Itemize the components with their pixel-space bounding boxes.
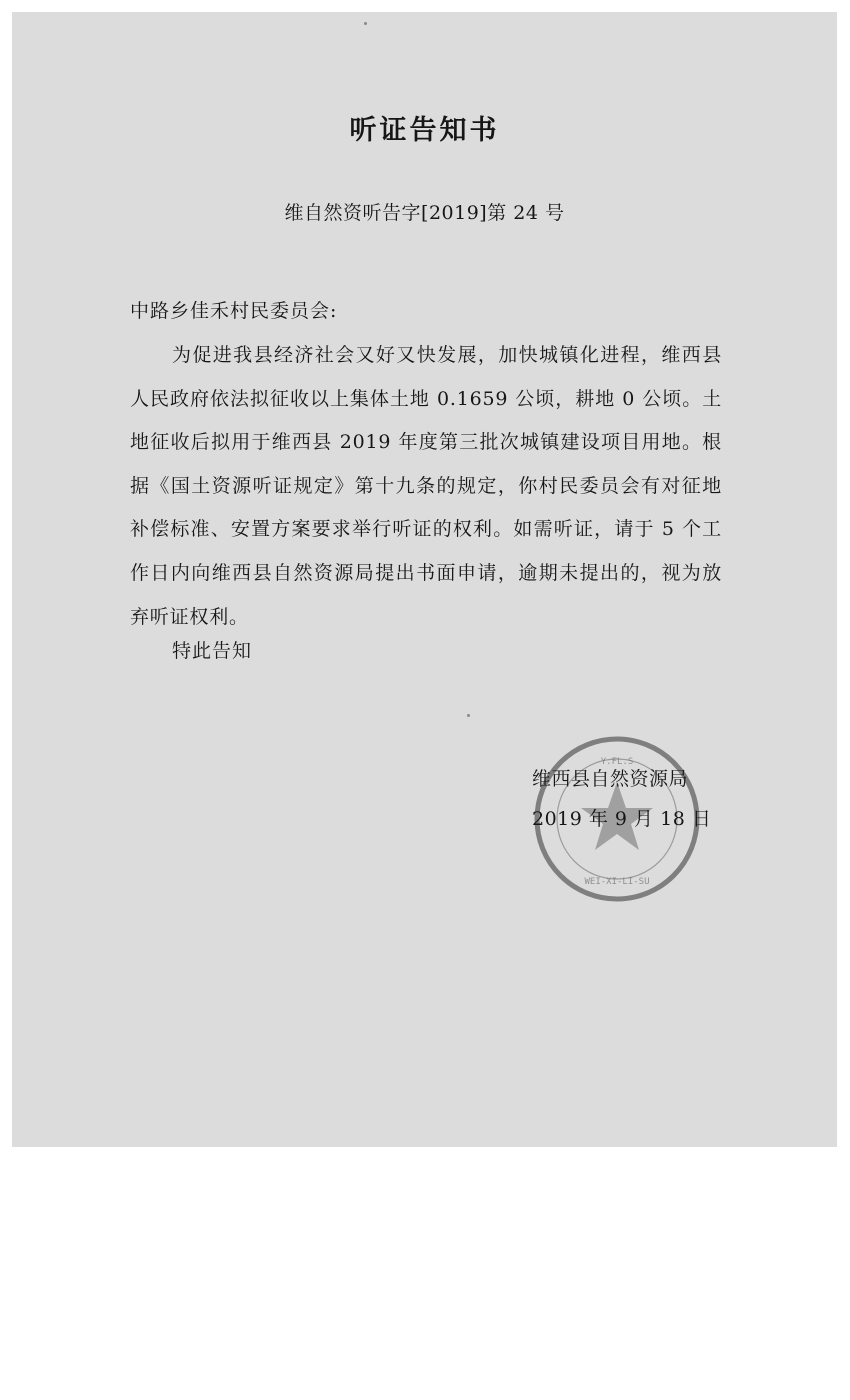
svg-text:Y.FL.S: Y.FL.S	[600, 757, 634, 767]
addressee: 中路乡佳禾村民委员会:	[130, 300, 338, 322]
svg-text:WEI-XI-LI-SU: WEI-XI-LI-SU	[584, 877, 650, 887]
signatory: 维西县自然资源局	[532, 768, 689, 790]
scan-speck	[364, 22, 367, 25]
scan-speck	[467, 714, 470, 717]
document-number: 维自然资听告字[2019]第 24 号	[284, 202, 565, 224]
document-title: 听证告知书	[349, 115, 500, 146]
body-paragraph: 为促进我县经济社会又好又快发展，加快城镇化进程，维西县人民政府依法拟征收以上集体土地 0.1659 公顷，耕地 0 公顷。土地征收后拟用于维西县 2019 年度第三批次城镇建设项目用地。根据《国土资源听证规定》第十九条的规定，你村民委员会有对征地补偿标准、安置方案要求举行听证的权利。如需听证，请于 5 个工作日内向维西县自然资源局提出书面申请，逾期未提出的，视为放弃听证权利。	[130, 344, 722, 628]
scanned-document	[12, 12, 837, 1147]
closing-line: 特此告知	[172, 640, 253, 662]
signing-date: 2019 年 9 月 18 日	[532, 808, 712, 830]
